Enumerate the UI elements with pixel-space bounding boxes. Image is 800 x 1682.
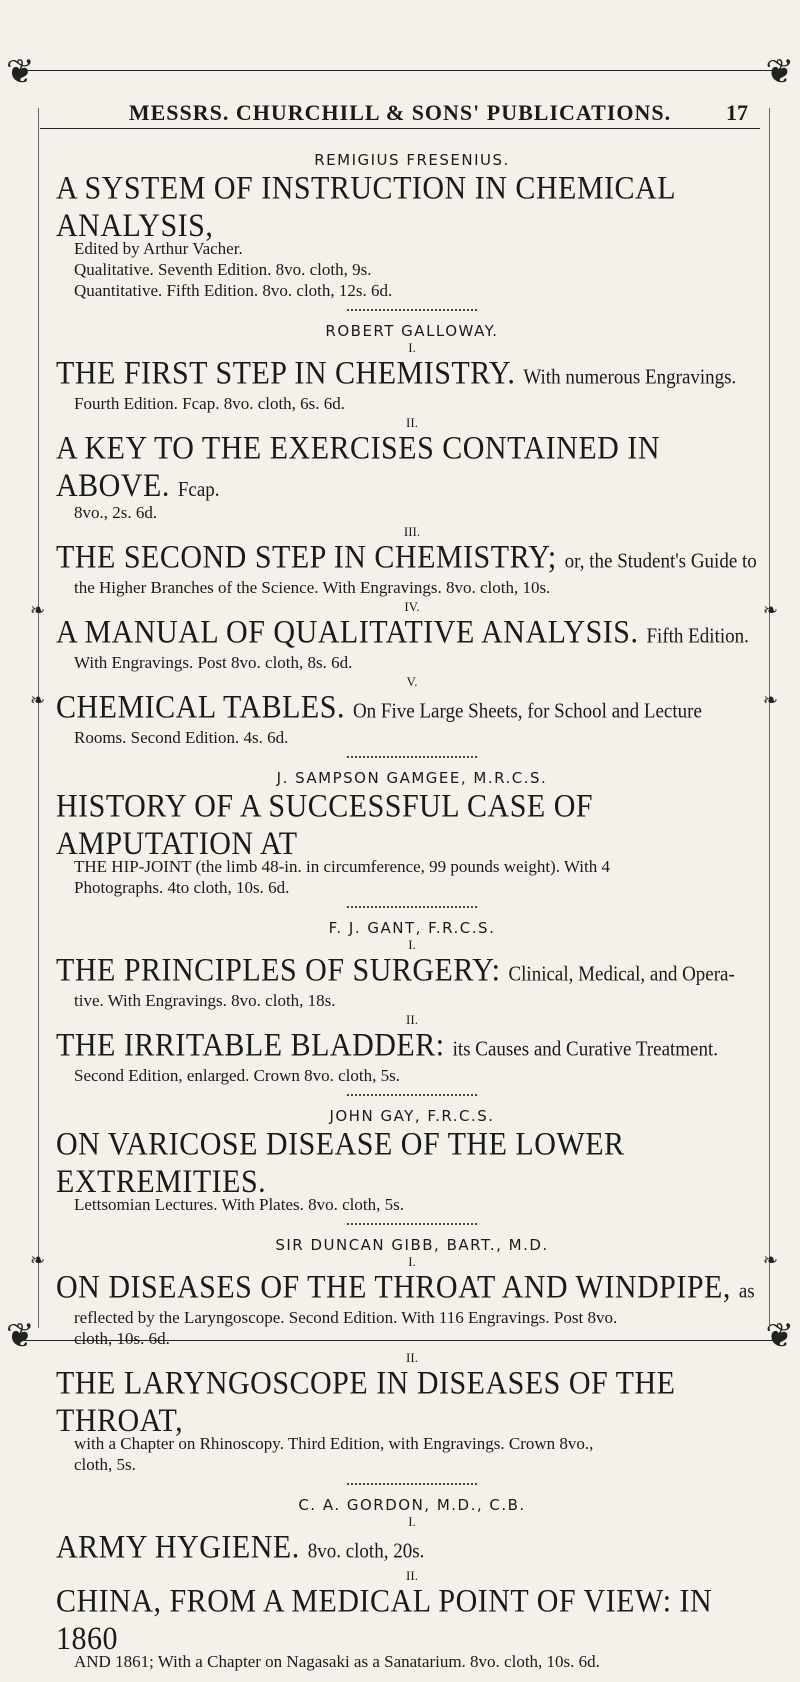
publication-detail: the Higher Branches of the Science. With Engravings. 8vo. cloth, 10s. <box>74 578 551 597</box>
right-border <box>769 108 770 1328</box>
corner-ornament: ❦ <box>765 1318 794 1355</box>
title-text: ARMY HYGIENE. <box>56 1529 300 1566</box>
publication-title <box>56 1027 768 1069</box>
border-ornament: ❧ <box>762 690 778 710</box>
author-section <box>56 1235 768 1485</box>
title-tail: 8vo. cloth, 20s. <box>307 1540 425 1564</box>
publication-detail: reflected by the Laryngoscope. Second Edition. With 116 Engravings. Post 8vo. <box>74 1308 618 1327</box>
publication-entry <box>56 675 768 748</box>
publication-title <box>56 952 768 994</box>
publication-entry <box>56 1569 768 1672</box>
publication-entry <box>56 341 768 414</box>
publication-title <box>56 1583 768 1658</box>
publication-entry <box>56 170 768 301</box>
publication-detail: Second Edition, enlarged. Crown 8vo. cloth, 5s. <box>74 1066 400 1085</box>
entry-numeral: V. <box>406 674 418 689</box>
publication-title <box>56 539 768 581</box>
entry-numeral: I. <box>408 1254 416 1269</box>
page-number: 17 <box>726 100 748 125</box>
author-section <box>56 321 768 758</box>
title-tail: or, the Student's Guide to <box>564 550 757 574</box>
publication-entry <box>56 1255 768 1349</box>
section-divider <box>347 1477 477 1485</box>
publication-entry <box>56 788 768 898</box>
sub-rule <box>40 128 760 129</box>
entry-numeral: II. <box>406 1350 418 1365</box>
title-tail: With numerous Engravings. <box>523 366 737 390</box>
border-ornament: ❧ <box>30 690 46 710</box>
author-name: C. A. GORDON, M.D., C.B. <box>298 1496 526 1514</box>
border-ornament: ❧ <box>762 600 778 620</box>
author-name: SIR DUNCAN GIBB, BART., M.D. <box>275 1236 549 1254</box>
title-text: ON DISEASES OF THE THROAT AND WINDPIPE, <box>56 1269 731 1306</box>
author-name: J. SAMPSON GAMGEE, M.R.C.S. <box>276 769 548 787</box>
title-text: CHEMICAL TABLES. <box>56 689 345 726</box>
section-divider <box>347 1217 477 1225</box>
entry-numeral: IV. <box>404 599 420 614</box>
publication-title <box>56 1126 768 1201</box>
publication-detail: THE HIP-JOINT (the limb 48-in. in circumference, 99 pounds weight). With 4 <box>74 857 610 876</box>
publication-title <box>56 1529 768 1571</box>
publication-entry <box>56 1013 768 1086</box>
author-name: JOHN GAY, F.R.C.S. <box>329 1107 495 1125</box>
publication-title <box>56 430 768 509</box>
author-section <box>56 1106 768 1225</box>
title-text: A SYSTEM OF INSTRUCTION IN CHEMICAL ANALYSIS, <box>56 170 675 244</box>
publication-entry <box>56 416 768 523</box>
publication-detail: Rooms. Second Edition. 4s. 6d. <box>74 728 289 747</box>
title-text: THE SECOND STEP IN CHEMISTRY; <box>56 539 557 576</box>
publication-entry <box>56 1126 768 1215</box>
section-divider <box>347 303 477 311</box>
title-text: ON VARICOSE DISEASE OF THE LOWER EXTREMITIES. <box>56 1126 625 1200</box>
author-name: ROBERT GALLOWAY. <box>325 322 499 340</box>
author-name: REMIGIUS FRESENIUS. <box>314 151 510 169</box>
entry-numeral: I. <box>408 1514 416 1529</box>
border-ornament: ❧ <box>30 1250 46 1270</box>
title-text: THE FIRST STEP IN CHEMISTRY. <box>56 355 516 392</box>
publication-detail: AND 1861; With a Chapter on Nagasaki as a Sanatarium. 8vo. cloth, 10s. 6d. <box>74 1652 600 1671</box>
publication-detail: Quantitative. Fifth Edition. 8vo. cloth, 12s. 6d. <box>74 281 393 300</box>
entry-numeral: III. <box>403 524 421 539</box>
publication-title <box>56 788 768 863</box>
title-tail: On Five Large Sheets, for School and Lecture <box>352 700 702 724</box>
top-rule <box>22 70 778 71</box>
title-text: A MANUAL OF QUALITATIVE ANALYSIS. <box>56 614 639 651</box>
title-text: THE IRRITABLE BLADDER: <box>56 1027 445 1064</box>
title-tail: as <box>738 1280 755 1304</box>
author-name: F. J. GANT, F.R.C.S. <box>328 919 496 937</box>
title-tail: Fcap. <box>177 478 220 502</box>
author-section <box>56 768 768 908</box>
publication-detail: With Engravings. Post 8vo. cloth, 8s. 6d. <box>74 653 353 672</box>
publication-entry <box>56 938 768 1011</box>
border-ornament: ❧ <box>762 1250 778 1270</box>
corner-ornament: ❦ <box>6 54 35 91</box>
publication-detail: cloth, 5s. <box>74 1455 136 1474</box>
publication-title <box>56 1365 768 1440</box>
running-head: MESSRS. CHURCHILL & SONS' PUBLICATIONS. <box>128 100 672 125</box>
section-divider <box>347 900 477 908</box>
author-section <box>56 1495 768 1672</box>
entry-numeral: II. <box>406 1012 418 1027</box>
publication-detail: cloth, 10s. 6d. <box>74 1329 170 1348</box>
title-text: A KEY TO THE EXERCISES CONTAINED IN ABOVE. <box>56 430 660 504</box>
title-tail: Fifth Edition. <box>646 625 749 649</box>
title-text: THE LARYNGOSCOPE IN DISEASES OF THE THROAT, <box>56 1365 676 1439</box>
entry-numeral: II. <box>406 415 418 430</box>
publication-detail: with a Chapter on Rhinoscopy. Third Edition, with Engravings. Crown 8vo., <box>74 1434 594 1453</box>
publication-entry <box>56 525 768 598</box>
publication-title <box>56 689 768 731</box>
title-tail: Clinical, Medical, and Opera- <box>508 963 735 987</box>
publication-detail: Lettsomian Lectures. With Plates. 8vo. cloth, 5s. <box>74 1195 404 1214</box>
author-section <box>56 918 768 1096</box>
publication-detail: Edited by Arthur Vacher. <box>74 239 243 258</box>
publication-detail: 8vo., 2s. 6d. <box>74 503 158 522</box>
publication-detail: Photographs. 4to cloth, 10s. 6d. <box>74 878 290 897</box>
publication-entry <box>56 1515 768 1567</box>
publication-title <box>56 614 768 656</box>
entry-numeral: I. <box>408 340 416 355</box>
publication-title <box>56 1269 768 1311</box>
border-ornament: ❧ <box>30 600 46 620</box>
publication-entry <box>56 1351 768 1475</box>
author-section <box>56 150 768 311</box>
publication-title <box>56 355 768 397</box>
publication-title <box>56 170 768 245</box>
left-border <box>38 108 39 1328</box>
catalogue-content <box>56 150 768 1682</box>
title-text: THE PRINCIPLES OF SURGERY: <box>56 952 501 989</box>
publication-detail: Qualitative. Seventh Edition. 8vo. cloth, 9s. <box>74 260 372 279</box>
publication-detail: Fourth Edition. Fcap. 8vo. cloth, 6s. 6d. <box>74 394 346 413</box>
title-text: CHINA, FROM A MEDICAL POINT OF VIEW: IN 1860 <box>56 1583 713 1657</box>
title-text: HISTORY OF A SUCCESSFUL CASE OF AMPUTATION AT <box>56 788 594 862</box>
publication-detail: tive. With Engravings. 8vo. cloth, 18s. <box>74 991 336 1010</box>
section-divider <box>347 1088 477 1096</box>
title-tail: its Causes and Curative Treatment. <box>452 1038 719 1062</box>
corner-ornament: ❦ <box>6 1318 35 1355</box>
entry-numeral: II. <box>406 1568 418 1583</box>
section-divider <box>347 750 477 758</box>
entry-numeral: I. <box>408 937 416 952</box>
publication-entry <box>56 600 768 673</box>
corner-ornament: ❦ <box>765 54 794 91</box>
